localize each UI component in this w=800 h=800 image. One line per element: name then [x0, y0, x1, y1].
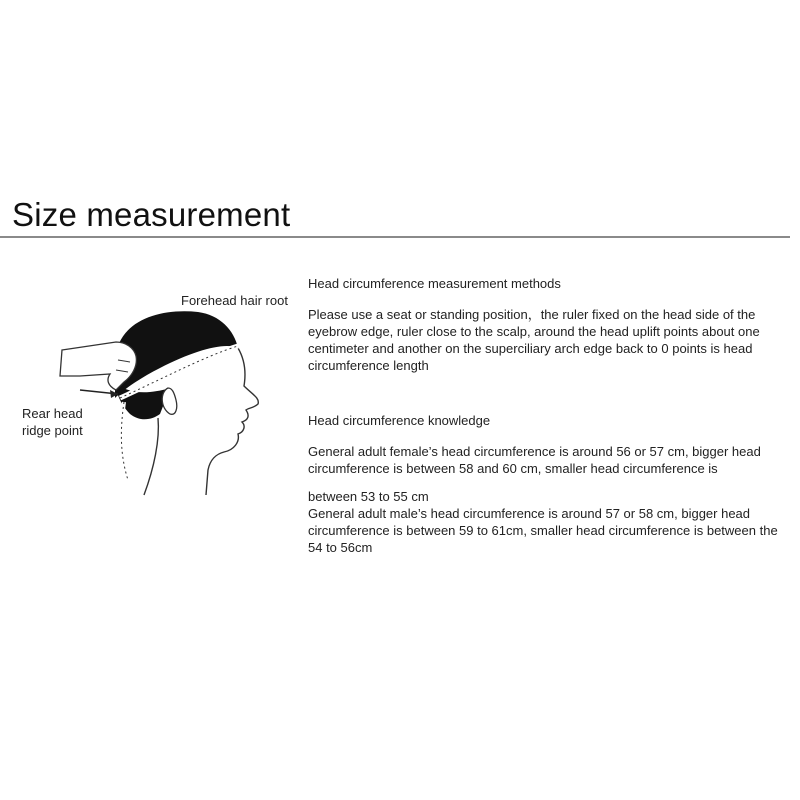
ear-shape — [162, 388, 177, 414]
methods-body-text: Please use a seat or standing position，the ruler fixed on the head side of the eyebrow edge, ruler close to the scalp, around the head uplift points about one centimeter and another on the superciliary arch edge back to 0 points is head circumference length — [308, 307, 760, 373]
neck-outline — [144, 418, 158, 495]
female-knowledge-text: General adult female’s head circumference is around 56 or 57 cm, bigger head circumference is between 58 and 60 cm, smaller head circumference is — [308, 444, 761, 476]
knowledge-heading: Head circumference knowledge — [308, 413, 491, 428]
male-knowledge — [308, 505, 790, 556]
methods-body — [308, 306, 790, 374]
title-divider — [0, 236, 790, 238]
male-knowledge-text: General adult male’s head circumference is around 57 or 58 cm, bigger head circumference is between 59 to 61cm, smaller head circumference is between the 54 to 56cm — [308, 506, 778, 555]
female-knowledge — [308, 443, 790, 477]
face-outline — [206, 348, 258, 495]
female-knowledge-end: between 53 to 55 cm — [308, 489, 429, 504]
forehead-hair-root-label: Forehead hair root — [181, 293, 288, 308]
head-measurement-illustration-icon — [20, 290, 290, 505]
page-title: Size measurement — [12, 196, 291, 233]
methods-heading: Head circumference measurement methods — [308, 276, 561, 291]
rear-head-ridge-point-label: Rear head ridge point — [22, 406, 83, 438]
